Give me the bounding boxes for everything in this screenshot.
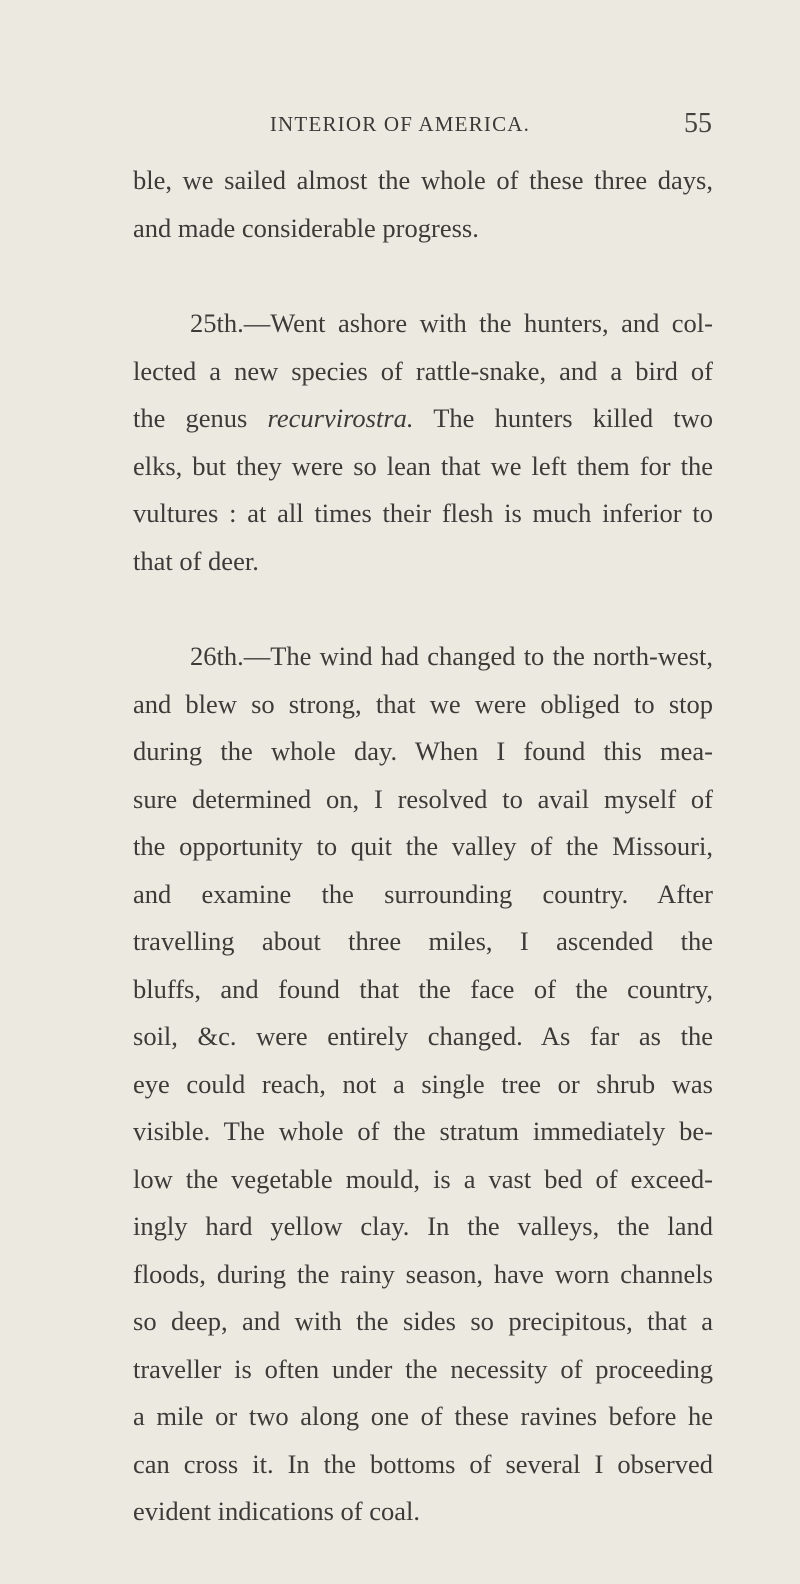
- italic-term: recurvirostra.: [267, 403, 414, 433]
- text-line: during the whole day. When I found this mea-: [133, 736, 713, 766]
- text-line: the opportunity to quit the valley of the Missouri,: [133, 831, 713, 861]
- text-line-mixed: [133, 395, 713, 443]
- text-line: and examine the surrounding country. After: [133, 878, 713, 909]
- text-line: elks, but they were so lean that we left them for the: [133, 450, 713, 481]
- text-line: visible. The whole of the stratum immediately be-: [133, 1116, 713, 1146]
- paragraph-continuation: [133, 157, 713, 252]
- text-line: vultures : at all times their flesh is much inferior to: [133, 498, 713, 528]
- text-line: bluffs, and found that the face of the country,: [133, 973, 713, 1004]
- text-line: evident indications of coal.: [133, 1496, 420, 1526]
- text-line: sure determined on, I resolved to avail myself of: [133, 783, 713, 814]
- running-head: [0, 108, 800, 152]
- text-line: can cross it. In the bottoms of several I observed: [133, 1448, 713, 1479]
- text-line: floods, during the rainy season, have worn channels: [133, 1258, 713, 1289]
- text-line: travelling about three miles, I ascended the: [133, 926, 713, 956]
- text-line: soil, &c. were entirely changed. As far as the: [133, 1021, 713, 1051]
- text-line: a mile or two along one of these ravines before he: [133, 1401, 713, 1431]
- paragraph-entry-25th: [133, 300, 713, 585]
- text-line: traveller is often under the necessity of proceeding: [133, 1353, 713, 1384]
- text-segment: The hunters killed two: [433, 403, 714, 433]
- running-title: INTERIOR OF AMERICA.: [269, 112, 531, 136]
- text-line: eye could reach, not a single tree or shrub was: [133, 1068, 713, 1099]
- text-line: lected a new species of rattle-snake, and a bird of: [133, 355, 713, 386]
- page-number: 55: [684, 108, 712, 139]
- body-text: [133, 157, 713, 1584]
- paragraph-entry-26th: [133, 633, 713, 1536]
- text-line: ble, we sailed almost the whole of these three days,: [133, 165, 713, 195]
- text-line: and blew so strong, that we were obliged to stop: [133, 688, 713, 719]
- text-line: so deep, and with the sides so precipitous, that a: [133, 1306, 713, 1336]
- text-line: ingly hard yellow clay. In the valleys, the land: [133, 1211, 713, 1241]
- text-segment: the genus: [133, 403, 248, 433]
- text-line: and made considerable progress.: [133, 212, 479, 243]
- text-line: low the vegetable mould, is a vast bed of exceed-: [133, 1163, 713, 1194]
- text-line: 26th.—The wind had changed to the north-west,: [190, 641, 713, 671]
- text-line: that of deer.: [133, 545, 259, 576]
- text-line: 25th.—Went ashore with the hunters, and col-: [190, 308, 713, 338]
